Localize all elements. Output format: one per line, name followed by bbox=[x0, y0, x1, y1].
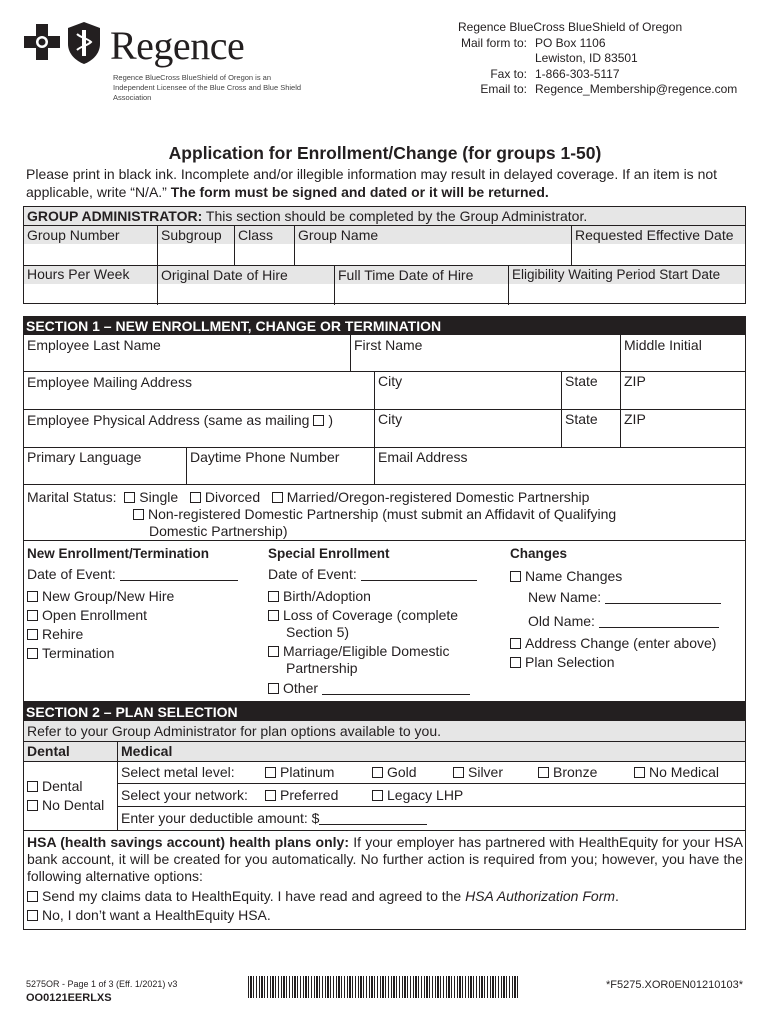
physical-address-label[interactable]: Employee Physical Address (same as mailing ) bbox=[27, 412, 334, 428]
special-enroll-heading: Special Enrollment bbox=[268, 546, 390, 561]
network-label: Select your network: bbox=[121, 787, 248, 803]
mail-line1: PO Box 1106 bbox=[535, 35, 606, 50]
dental-option[interactable]: Dental bbox=[27, 778, 82, 795]
old-name-field[interactable]: Old Name: bbox=[528, 613, 719, 630]
loss-coverage-line2: Section 5) bbox=[286, 624, 350, 640]
fax-label: Fax to: bbox=[490, 66, 527, 81]
group-admin-section bbox=[23, 206, 746, 304]
section1-heading: SECTION 1 – NEW ENROLLMENT, CHANGE OR TERMINATION bbox=[23, 316, 746, 335]
mail-line2: Lewiston, ID 83501 bbox=[535, 51, 638, 65]
termination-option[interactable]: Termination bbox=[27, 645, 114, 662]
first-name-field[interactable]: First Name bbox=[350, 335, 622, 371]
email-label: Email to: bbox=[480, 82, 527, 96]
section2-heading: SECTION 2 – PLAN SELECTION bbox=[23, 702, 746, 721]
other-option[interactable]: Other bbox=[268, 680, 470, 697]
email-address-field[interactable]: Email Address bbox=[374, 447, 746, 485]
form-code: OO0121EERLXS bbox=[26, 992, 112, 1004]
medical-heading: Medical bbox=[121, 743, 173, 759]
name-changes-option[interactable]: Name Changes bbox=[510, 568, 622, 585]
group-admin-heading: GROUP ADMINISTRATOR: This section should be completed by the Group Administrator. bbox=[27, 208, 588, 224]
silver-option[interactable]: Silver bbox=[453, 764, 503, 781]
legacy-option[interactable]: Legacy LHP bbox=[372, 787, 463, 804]
new-enroll-heading: New Enrollment/Termination bbox=[27, 546, 210, 561]
daytime-phone-field[interactable]: Daytime Phone Number bbox=[186, 447, 376, 485]
date-event-1[interactable]: Date of Event: bbox=[27, 566, 238, 583]
physical-state-field[interactable]: State bbox=[561, 409, 621, 447]
instructions-text: Please print in black ink. Incomplete and/or illegible information may result in delayed coverage. If an item is not applicable, write “N/A.” bbox=[26, 166, 718, 200]
married-checkbox[interactable] bbox=[272, 492, 283, 503]
barcode bbox=[248, 976, 520, 998]
changes-heading: Changes bbox=[510, 546, 568, 561]
original-hire-field[interactable]: Original Date of Hire bbox=[157, 265, 337, 305]
metal-label: Select metal level: bbox=[121, 764, 235, 780]
middle-initial-field[interactable]: Middle Initial bbox=[620, 335, 746, 371]
physical-city-field[interactable]: City bbox=[374, 409, 564, 447]
marital-row3: Domestic Partnership) bbox=[149, 523, 288, 539]
same-as-mailing-checkbox[interactable] bbox=[313, 415, 324, 426]
page-title: Application for Enrollment/Change (for groups 1-50) bbox=[168, 143, 602, 163]
new-name-field[interactable]: New Name: bbox=[528, 589, 721, 606]
gold-option[interactable]: Gold bbox=[372, 764, 417, 781]
full-time-hire-field[interactable]: Full Time Date of Hire bbox=[334, 265, 509, 305]
section2-box bbox=[23, 721, 746, 831]
form-id: 5275OR - Page 1 of 3 (Eff. 1/2021) v3 bbox=[26, 979, 178, 989]
requested-effective-date-field[interactable]: Requested Effective Date bbox=[571, 225, 746, 265]
mailing-city-field[interactable]: City bbox=[374, 371, 564, 409]
instructions bbox=[26, 165, 746, 201]
mailing-info bbox=[0, 20, 770, 100]
hsa-option-no[interactable]: No, I don’t want a HealthEquity HSA. bbox=[27, 907, 271, 924]
section1-fields bbox=[23, 335, 746, 485]
fax-number: 1-866-303-5117 bbox=[535, 66, 620, 81]
org-name: Regence BlueCross BlueShield of Oregon bbox=[458, 20, 683, 34]
refer-text: Refer to your Group Administrator for plan options available to you. bbox=[27, 723, 441, 739]
eligibility-field[interactable]: Eligibility Waiting Period Start Date bbox=[508, 265, 746, 305]
barcode-text: *F5275.XOR0EN01210103* bbox=[606, 979, 743, 991]
hours-per-week-label: Hours Per Week bbox=[27, 266, 130, 282]
loss-coverage-option[interactable]: Loss of Coverage (complete bbox=[268, 607, 458, 624]
regence-wordmark: Regence bbox=[110, 23, 245, 68]
deductible-field[interactable]: Enter your deductible amount: $ bbox=[121, 810, 427, 827]
class-field[interactable]: Class bbox=[234, 225, 294, 265]
dental-heading: Dental bbox=[27, 743, 70, 759]
nonregistered-checkbox[interactable] bbox=[133, 509, 144, 520]
open-enrollment-option[interactable]: Open Enrollment bbox=[27, 607, 147, 624]
mail-label: Mail form to: bbox=[460, 35, 527, 50]
no-medical-option[interactable]: No Medical bbox=[634, 764, 719, 781]
divorced-checkbox[interactable] bbox=[190, 492, 201, 503]
mailing-address-label[interactable]: Employee Mailing Address bbox=[27, 374, 192, 390]
single-checkbox[interactable] bbox=[124, 492, 135, 503]
marriage-line2: Partnership bbox=[286, 660, 358, 676]
primary-language-label[interactable]: Primary Language bbox=[27, 449, 142, 465]
marital-row1: Marital Status: Single Divorced Married/Oregon-registered Domestic Partnership bbox=[27, 489, 590, 505]
mailing-state-field[interactable]: State bbox=[561, 371, 621, 409]
rehire-option[interactable]: Rehire bbox=[27, 626, 83, 643]
hsa-option-send-claims[interactable]: Send my claims data to HealthEquity. I have read and agreed to the HSA Authorization Form. bbox=[27, 888, 619, 905]
logo-tagline: Regence BlueCross BlueShield of Oregon is an Independent Licensee of the Blue Cross and Blue Shield Association bbox=[113, 73, 302, 102]
bronze-option[interactable]: Bronze bbox=[538, 764, 597, 781]
marriage-option[interactable]: Marriage/Eligible Domestic bbox=[268, 643, 450, 660]
hsa-box bbox=[23, 831, 746, 930]
group-number-label: Group Number bbox=[27, 227, 120, 243]
physical-zip-field[interactable]: ZIP bbox=[620, 409, 746, 447]
platinum-option[interactable]: Platinum bbox=[265, 764, 334, 781]
no-dental-option[interactable]: No Dental bbox=[27, 797, 104, 814]
hsa-paragraph: HSA (health savings account) health plans only: If your employer has partnered with HealthEquity for your HSA bank account, it will be created for you automatically. No further action is required from you; however, you have the following alternative options: bbox=[27, 834, 743, 884]
new-group-option[interactable]: New Group/New Hire bbox=[27, 588, 174, 605]
mailing-zip-field[interactable]: ZIP bbox=[620, 371, 746, 409]
subgroup-field[interactable]: Subgroup bbox=[157, 225, 237, 265]
plan-selection-option[interactable]: Plan Selection bbox=[510, 654, 615, 671]
marital-status-box bbox=[23, 485, 746, 541]
date-event-2[interactable]: Date of Event: bbox=[268, 566, 477, 583]
email-address: Regence_Membership@regence.com bbox=[535, 82, 738, 96]
event-box bbox=[23, 541, 746, 702]
instructions-bold: The form must be signed and dated or it will be returned. bbox=[170, 184, 549, 200]
last-name-label[interactable]: Employee Last Name bbox=[27, 337, 161, 353]
group-name-field[interactable]: Group Name bbox=[294, 225, 574, 265]
birth-option[interactable]: Birth/Adoption bbox=[268, 588, 371, 605]
marital-row2: Non-registered Domestic Partnership (must submit an Affidavit of Qualifying bbox=[133, 506, 616, 523]
preferred-option[interactable]: Preferred bbox=[265, 787, 338, 804]
address-change-option[interactable]: Address Change (enter above) bbox=[510, 635, 716, 652]
